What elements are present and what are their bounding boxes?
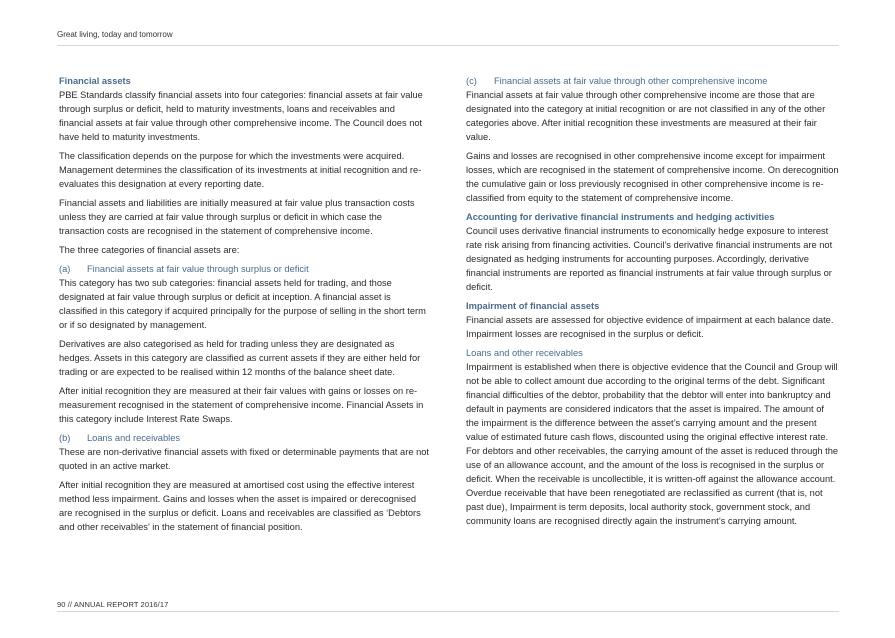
- running-header: Great living, today and tomorrow: [57, 30, 173, 39]
- subheading-title: Loans and receivables: [87, 433, 181, 443]
- paragraph: After initial recognition they are measured at amortised cost using the effective interest method less impairment. Gains and losses when the asset is impaired or derecognised are recognised in the surplus or deficit. Loans and receivables are classified as ‘Debtors and other receivables’ in the statement of financial position.: [59, 480, 421, 532]
- subheading-c: [466, 74, 839, 88]
- subheading-label: (a): [59, 264, 71, 274]
- page-footer: 90 // ANNUAL REPORT 2016/17: [57, 600, 169, 609]
- heading-derivatives: Accounting for derivative financial instruments and hedging activities: [466, 212, 775, 222]
- footer-rule: [57, 611, 839, 612]
- subheading-b: [59, 431, 429, 445]
- paragraph: Impairment is established when there is objective evidence that the Council and Group will not be able to collect amount due according to the original terms of the debt. Significant financial difficulties of the debtor, probability that the debtor will enter into bankruptcy and default in payments are considered indicators that the asset is impaired. The amount of the impairment is the difference between the asset’s carrying amount and the present value of estimated future cash flows, discounted using the original effective interest rate. For debtors and other receivables, the carrying amount of the asset is reduced through the use of an allowance account, and the amount of the loss is recognised in the surplus or deficit. When the receivable is uncollectible, it is written-off against the allowance account. Overdue receivable that have been renegotiated are reclassified as current (that is, not past due), Impairment is term deposits, local authority stock, government stock, and community loans are recognised directly again the instrument’s carrying amount.: [466, 362, 839, 526]
- right-column: [466, 74, 839, 533]
- paragraph: PBE Standards classify financial assets into four categories: financial assets at fair value through surplus or deficit, held to maturity investments, loans and receivables and financial assets at fair value through other comprehensive income. The Council does not have held to maturity investments.: [59, 90, 423, 142]
- subheading-label: (c): [466, 76, 477, 86]
- left-column: [59, 74, 429, 539]
- paragraph: Financial assets at fair value through other comprehensive income are those that are designated into the category at initial recognition or are not classified in any of the other categories above. After initial recognition these investments are measured at their fair value.: [466, 90, 826, 142]
- heading-impairment: Impairment of financial assets: [466, 301, 600, 311]
- subheading-a: [59, 262, 429, 276]
- paragraph: After initial recognition they are measured at their fair values with gains or losses on re-measurement recognised in the statement of comprehensive income. Financial Assets in this category include Interest Rate Swaps.: [59, 386, 424, 424]
- heading-financial-assets: Financial assets: [59, 76, 131, 86]
- header-rule: [57, 45, 839, 46]
- subheading-title: Financial assets at fair value through surplus or deficit: [87, 264, 309, 274]
- paragraph: Council uses derivative financial instruments to economically hedge exposure to interest rate risk arising from financing activities. Council’s derivative financial instruments are not designated as hedging instruments for accounting purposes. Accordingly, derivative financial instruments are reported as financial instruments at fair value through surplus or deficit.: [466, 226, 833, 292]
- paragraph: Financial assets are assessed for objective evidence of impairment at each balance date. Impairment losses are recognised in the surplus or deficit.: [466, 315, 834, 339]
- paragraph: The three categories of financial assets are:: [59, 245, 240, 255]
- paragraph: These are non-derivative financial assets with fixed or determinable payments that are not quoted in an active market.: [59, 447, 430, 471]
- paragraph: Financial assets and liabilities are initially measured at fair value plus transaction costs unless they are carried at fair value through surplus or deficit in which case the transaction costs are recognised in the statement of comprehensive income.: [59, 198, 415, 236]
- paragraph: Derivatives are also categorised as held for trading unless they are designated as hedges. Assets in this category are classified as current assets if they are either held for trading or are expected to be realised within 12 months of the balance sheet date.: [59, 339, 421, 377]
- paragraph: The classification depends on the purpose for which the investments were acquired. Management determines the classification of its investments at initial recognition and re-evaluates this designation at every reporting date.: [59, 151, 422, 189]
- subheading-label: (b): [59, 433, 71, 443]
- subheading-title: Financial assets at fair value through other comprehensive income: [494, 76, 768, 86]
- subheading-loans: Loans and other receivables: [466, 348, 583, 358]
- paragraph: This category has two sub categories: financial assets held for trading, and those designated at fair value through surplus or deficit at inception. A financial asset is classified in this category if acquired principally for the purpose of selling in the short term or if so designated by management.: [59, 278, 426, 330]
- paragraph: Gains and losses are recognised in other comprehensive income except for impairment losses, which are recognised in the statement of comprehensive income. On derecognition the cumulative gain or loss previously recognised in other comprehensive income is re-classified from equity to the statement of comprehensive income.: [466, 151, 839, 203]
